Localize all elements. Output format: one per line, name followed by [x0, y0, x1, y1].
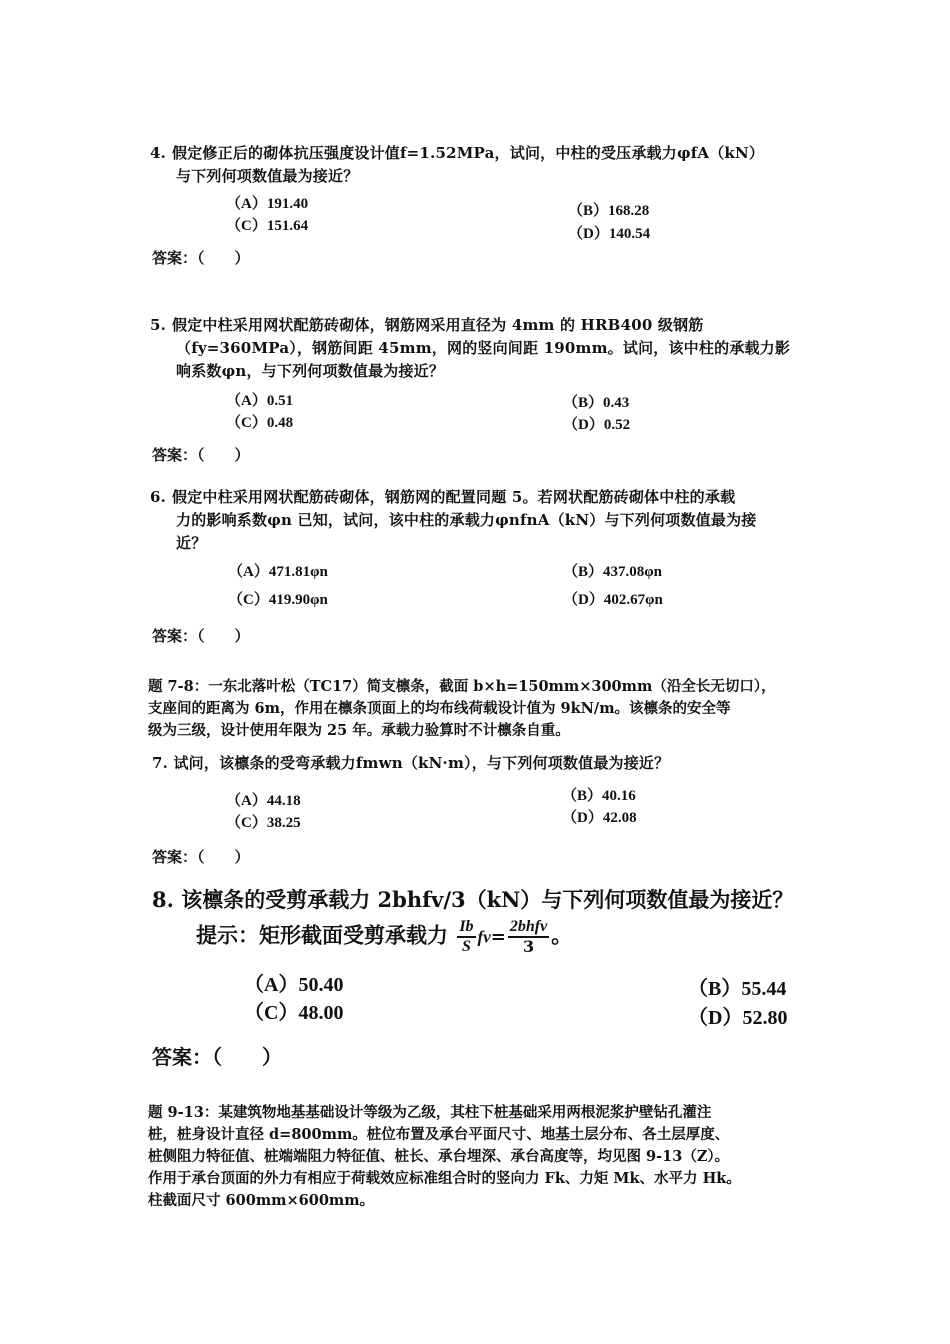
- q8-option-c[interactable]: （C）48.00: [244, 1002, 344, 1024]
- q8-option-a[interactable]: （A）50.40: [244, 974, 344, 996]
- q5-option-b[interactable]: （B）0.43: [563, 395, 630, 411]
- topic-9-13-line4: 作用于承台顶面的外力有相应于荷载效应标准组合时的竖向力 Fk、力矩 Mk、水平力 Hk。: [148, 1170, 741, 1187]
- q5-option-d[interactable]: （D）0.52: [563, 417, 631, 433]
- q4-option-a[interactable]: （A）191.40: [226, 196, 309, 212]
- q5-option-c[interactable]: （C）0.48: [226, 415, 294, 431]
- question-8: [152, 884, 852, 916]
- q6-option-d[interactable]: （D）402.67φn: [563, 592, 663, 608]
- q6-option-b[interactable]: （B）437.08φn: [563, 564, 662, 580]
- topic-7-8-line1: 题 7-8：一东北落叶松（TC17）简支檩条，截面 b×h=150mm×300mm（沿全长无切口），: [148, 678, 776, 695]
- question-5-line2: （fy=360MPa），钢筋间距 45mm，网的竖向间距 190mm。试问，该中柱的承载力影: [176, 339, 791, 357]
- question-8-hint: 提示：矩形截面受剪承载力 $\frac{Ib}{S}$ fv= $\frac{\text{2bhfv}}{3}$ 。: [196, 918, 573, 956]
- question-8-text: 8. 该檩条的受剪承载力 2bhfv/3（kN）与下列何项数值最为接近？: [152, 887, 794, 912]
- topic-7-8-line3: 级为三级，设计使用年限为 25 年。承载力验算时不计檩条自重。: [148, 722, 570, 739]
- q7-option-d[interactable]: （D）42.08: [562, 810, 637, 826]
- hint-fraction-ib-over-s: $\frac{Ib}{S}$: [459, 918, 474, 955]
- question-6: [150, 486, 810, 555]
- question-6-line2: 力的影响系数φn 已知，试问，该中柱的承载力φnfnA（kN）与下列何项数值最为接: [176, 511, 757, 529]
- question-7-text: 7. 试问，该檩条的受弯承载力fmwn（kN·m），与下列何项数值最为接近？: [152, 754, 670, 772]
- q8-option-b[interactable]: （B）55.44: [688, 978, 787, 1000]
- q5-option-a[interactable]: （A）0.51: [226, 393, 294, 409]
- question-5-line3: 响系数φn，与下列何项数值最为接近？: [176, 362, 445, 380]
- q5-answer[interactable]: 答案：（ ）: [152, 446, 250, 464]
- hint-fraction-2bhfv-over-3: $\frac{\text{2bhfv}}{3}$: [509, 918, 548, 956]
- topic-9-13-line3: 桩侧阻力特征值、桩端端阻力特征值、桩长、承台埋深、承台高度等，均见图 9-13（Z）。: [148, 1148, 730, 1165]
- question-4: [150, 142, 810, 188]
- q7-option-b[interactable]: （B）40.16: [562, 788, 636, 804]
- q4-option-c[interactable]: （C）151.64: [226, 218, 309, 234]
- q7-option-c[interactable]: （C）38.25: [226, 815, 301, 831]
- question-5: [150, 314, 810, 383]
- topic-9-13-intro: [148, 1102, 838, 1212]
- question-5-line1: 5. 假定中柱采用网状配筋砖砌体，钢筋网采用直径为 4mm 的 HRB400 级钢筋: [150, 316, 704, 334]
- q4-answer[interactable]: 答案：（ ）: [152, 249, 250, 267]
- question-4-line1: 4. 假定修正后的砌体抗压强度设计值f=1.52MPa，试问，中柱的受压承载力φfA（kN）: [150, 144, 765, 162]
- topic-9-13-line1: 题 9-13：某建筑物地基基础设计等级为乙级，其柱下桩基础采用两根泥浆护壁钻孔灌注: [148, 1104, 712, 1121]
- q8-option-d[interactable]: （D）52.80: [688, 1007, 788, 1029]
- topic-7-8-intro: [148, 676, 828, 742]
- q7-option-a[interactable]: （A）44.18: [226, 793, 301, 809]
- q7-answer[interactable]: 答案：（ ）: [152, 848, 250, 866]
- topic-9-13-line5: 柱截面尺寸 600mm×600mm。: [148, 1192, 375, 1209]
- topic-9-13-line2: 桩，桩身设计直径 d=800mm。桩位布置及承台平面尺寸、地基土层分布、各土层厚度、: [148, 1126, 730, 1143]
- question-6-line1: 6. 假定中柱采用网状配筋砖砌体，钢筋网的配置同题 5。若网状配筋砖砌体中柱的承载: [150, 488, 736, 506]
- q4-option-b[interactable]: （B）168.28: [568, 203, 650, 219]
- q6-option-c[interactable]: （C）419.90φn: [228, 592, 328, 608]
- q6-answer[interactable]: 答案：（ ）: [152, 627, 250, 645]
- question-7: [152, 752, 812, 775]
- q8-answer[interactable]: 答案：（ ）: [152, 1045, 282, 1069]
- q4-option-d[interactable]: （D）140.54: [568, 226, 651, 242]
- q6-option-a[interactable]: （A）471.81φn: [228, 564, 328, 580]
- question-4-line2: 与下列何项数值最为接近？: [176, 167, 359, 185]
- topic-7-8-line2: 支座间的距离为 6m，作用在檩条顶面上的均布线荷载设计值为 9kN/m。该檩条的安全等: [148, 700, 731, 717]
- question-6-line3: 近？: [176, 534, 207, 552]
